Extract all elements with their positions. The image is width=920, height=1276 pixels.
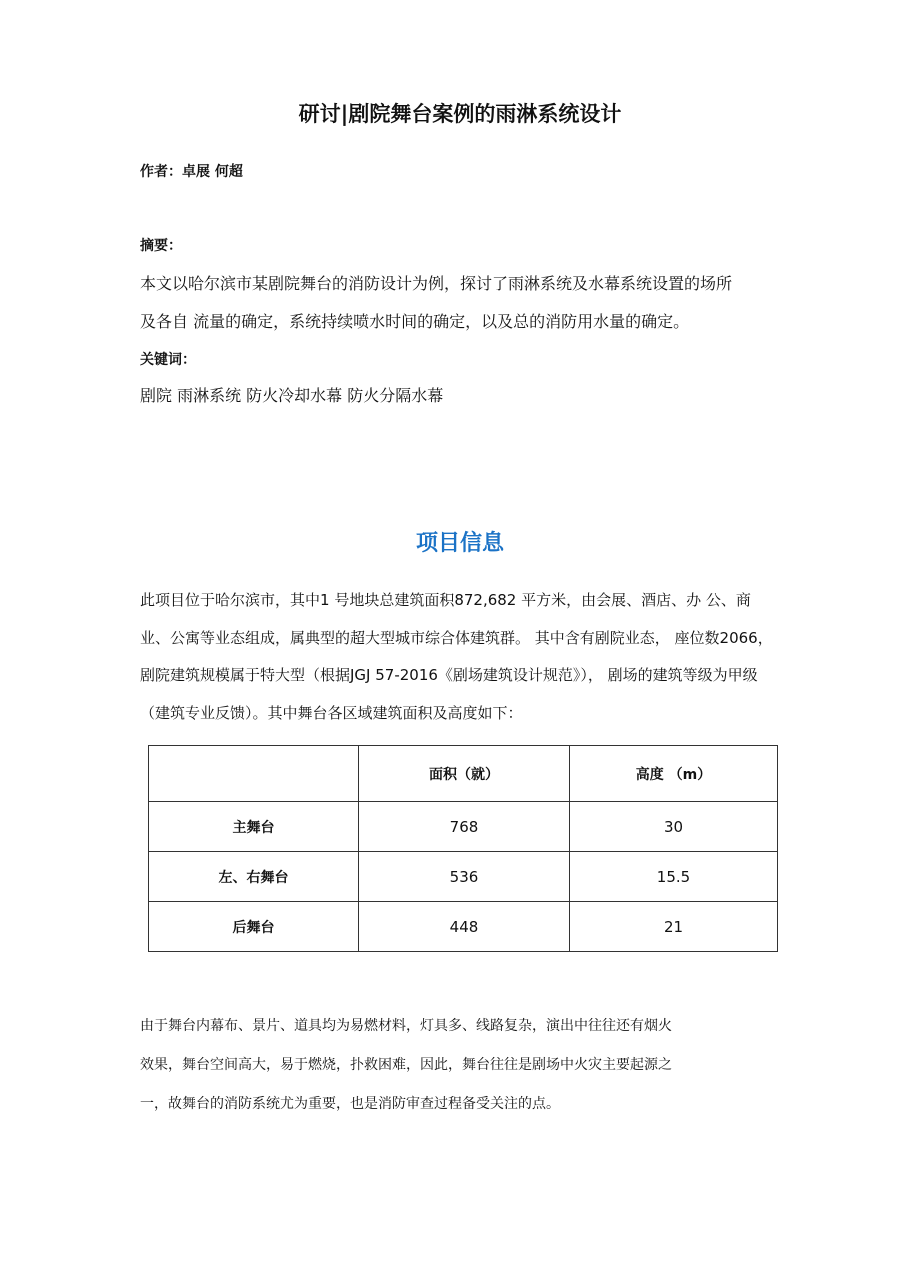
table-cell: 448 — [359, 902, 570, 952]
project-line: 此项目位于哈尔滨市，其中1 号地块总建筑面积872,682 平方米，由会展、酒店、办 公、商 — [140, 591, 751, 609]
table-cell: 768 — [359, 802, 570, 852]
section-title: 项目信息 — [415, 531, 504, 556]
table-cell: 30 — [570, 802, 778, 852]
closing-line: 效果，舞台空间高大，易于燃烧，扑救困难，因此，舞台往往是剧场中火灾主要起源之 — [140, 1057, 672, 1073]
table-row — [149, 802, 778, 852]
table-cell: 15.5 — [570, 852, 778, 902]
closing-line: 一，故舞台的消防系统尤为重要，也是消防审查过程备受关注的点。 — [140, 1096, 560, 1112]
abstract-label: 摘要： — [140, 238, 182, 254]
table-header — [149, 746, 359, 802]
table-header-row — [149, 746, 778, 802]
abstract-line: 及各自 流量的确定，系统持续喷水时间的确定，以及总的消防用水量的确定。 — [140, 312, 690, 331]
table-row — [149, 852, 778, 902]
keywords: 剧院 雨淋系统 防火冷却水幕 防火分隔水幕 — [140, 386, 444, 405]
abstract-line: 本文以哈尔滨市某剧院舞台的消防设计为例，探讨了雨淋系统及水幕系统设置的场所 — [140, 274, 733, 293]
table-row — [149, 902, 778, 952]
project-line: 业、公寓等业态组成，属典型的超大型城市综合体建筑群。 其中含有剧院业态， 座位数2066， — [140, 629, 773, 647]
table-cell: 536 — [359, 852, 570, 902]
table-cell: 左、右舞台 — [149, 852, 359, 902]
table-header: 面积（就） — [359, 746, 570, 802]
table-cell: 主舞台 — [149, 802, 359, 852]
author-line: 作者：卓展 何超 — [140, 164, 243, 180]
project-line: （建筑专业反馈）。其中舞台各区域建筑面积及高度如下： — [140, 704, 523, 722]
closing-line: 由于舞台内幕布、景片、道具均为易燃材料，灯具多、线路复杂，演出中往往还有烟火 — [140, 1018, 672, 1034]
stage-area-table — [148, 745, 778, 952]
table-cell: 21 — [570, 902, 778, 952]
table-cell: 后舞台 — [149, 902, 359, 952]
document-title: 研讨|剧院舞台案例的雨淋系统设计 — [298, 102, 622, 126]
keywords-label: 关键词： — [140, 352, 196, 368]
project-line: 剧院建筑规模属于特大型（根据JGJ 57-2016《剧场建筑设计规范》）， 剧场的建筑等级为甲级 — [140, 666, 758, 684]
table-header: 高度 （m） — [570, 746, 778, 802]
